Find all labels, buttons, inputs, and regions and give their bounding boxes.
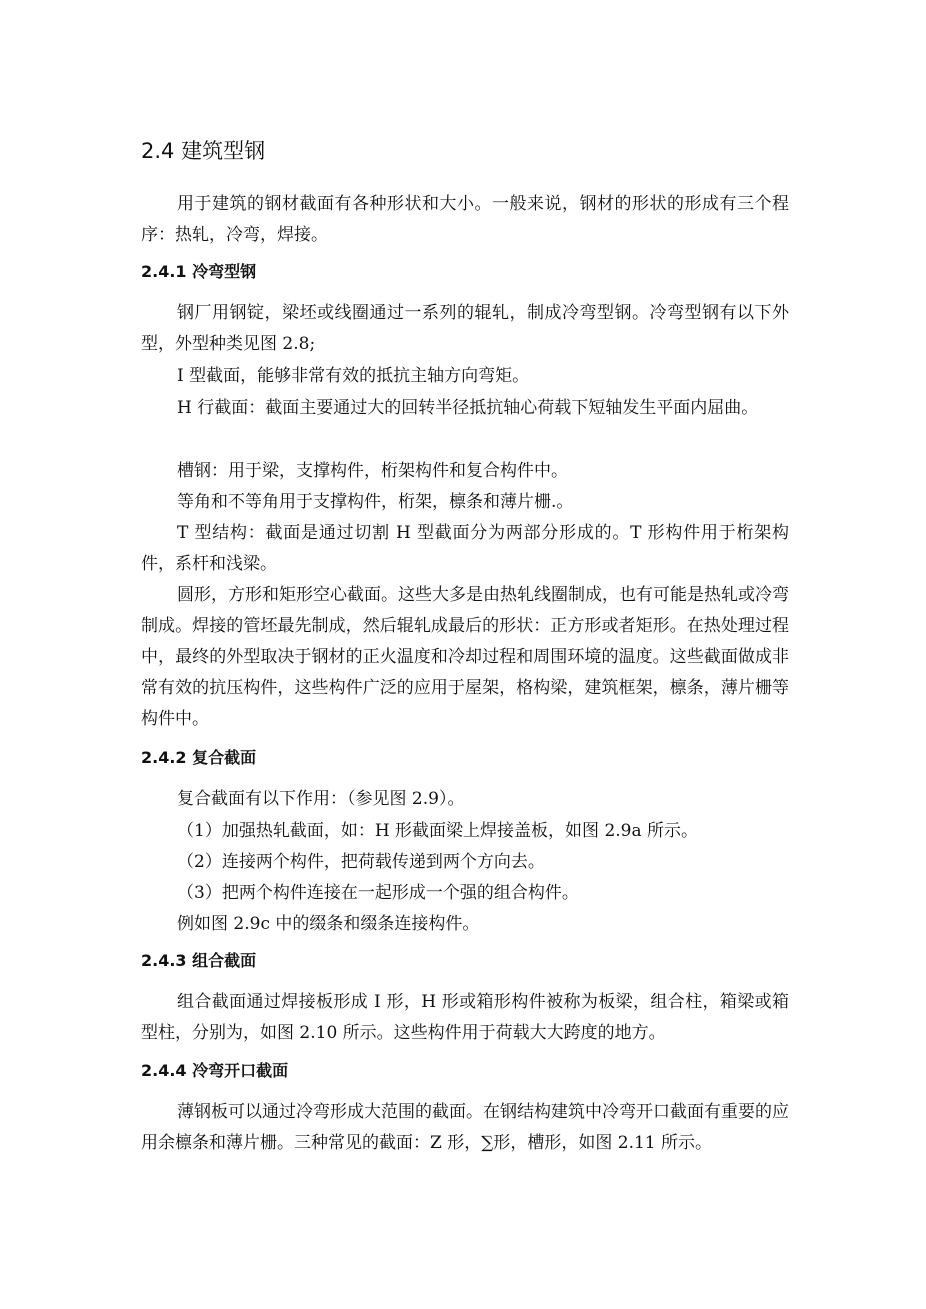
section-title: 2.4 建筑型钢 (141, 139, 266, 163)
subsection-title-2-4-2: 2.4.2 复合截面 (141, 748, 257, 767)
paragraph-2-4-1-2: I 型截面，能够非常有效的抵抗主轴方向弯矩。 (177, 366, 530, 386)
paragraph-2-4-2-1: 复合截面有以下作用：（参见图 2.9）。 (177, 789, 465, 809)
paragraph-2-4-2-3: （2）连接两个构件，把荷载传递到两个方向去。 (177, 852, 545, 872)
paragraph-2-4-2-2: （1）加强热轧截面，如：H 形截面梁上焊接盖板，如图 2.9a 所示。 (177, 821, 699, 841)
paragraph-2-4-3-1: 组合截面通过焊接板形成 I 形，H 形或箱形构件被称为板梁，组合柱，箱梁或箱型柱，分别为，如图 2.10 所示。这些构件用于荷载大大跨度的地方。 (141, 992, 789, 1043)
paragraph-2-4-1-3: H 行截面：截面主要通过大的回转半径抵抗轴心荷载下短轴发生平面内屈曲。 (177, 398, 759, 418)
subsection-title-2-4-4: 2.4.4 冷弯开口截面 (141, 1061, 289, 1080)
paragraph-2-4-1-7: 圆形，方形和矩形空心截面。这些大多是由热轧线圈制成，也有可能是热轧或冷弯制成。焊接的管坯最先制成，然后辊轧成最后的形状：正方形或者矩形。在热处理过程中，最终的外型取决于钢材的正火温度和冷却过程和周围环境的温度。这些截面做成非常有效的抗压构件，这些构件广泛的应用于屋架，格构梁，建筑框架，檩条，薄片栅等构件中。 (141, 585, 789, 729)
paragraph-2-4-4-1: 薄钢板可以通过冷弯形成大范围的截面。在钢结构建筑中冷弯开口截面有重要的应用余檩条和薄片栅。三种常见的截面：Z 形，∑形，槽形，如图 2.11 所示。 (141, 1102, 789, 1153)
paragraph-2-4-1-4: 槽钢：用于梁，支撑构件，桁架构件和复合构件中。 (177, 461, 568, 481)
paragraph-2-4-2-4: （3）把两个构件连接在一起形成一个强的组合构件。 (177, 883, 579, 903)
subsection-title-2-4-3: 2.4.3 组合截面 (141, 951, 257, 970)
paragraph-2-4-1-1: 钢厂用钢锭，梁坯或线圈通过一系列的辊轧，制成冷弯型钢。冷弯型钢有以下外型，外型种类见图 2.8; (141, 303, 789, 354)
subsection-title-2-4-1: 2.4.1 冷弯型钢 (141, 262, 257, 281)
paragraph-2-4-1-6: T 型结构：截面是通过切割 H 型截面分为两部分形成的。T 形构件用于桁架构件，系杆和浅梁。 (141, 523, 789, 574)
paragraph-2-4-2-5: 例如图 2.9c 中的缀条和缀条连接构件。 (177, 914, 480, 934)
paragraph-2-4-1-5: 等角和不等角用于支撑构件，桁架，檩条和薄片栅.。 (177, 492, 574, 512)
intro-paragraph: 用于建筑的钢材截面有各种形状和大小。一般来说，钢材的形状的形成有三个程序：热轧，冷弯，焊接。 (141, 194, 789, 245)
